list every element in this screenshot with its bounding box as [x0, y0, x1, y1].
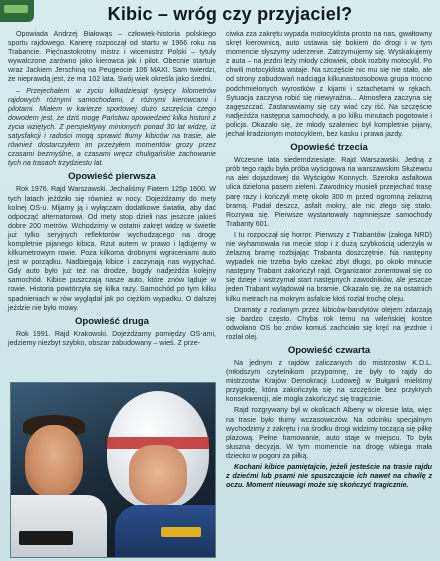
heading-story-3: Opowieść trzecia [290, 142, 368, 154]
heading-story-4: Opowieść czwarta [287, 345, 371, 356]
story-4-paragraph-a: Na jednym z rajdów zaliczanych do mistrzostw K.D.L. (młodszym czytelnikom przypomnę, że były to rajdy do mistrzostw Krajów Demokracji Ludowej) w Bułgarii mieliśmy przygodę, która zakończyła się na szczęście bez przykrych konsekwencji, ale mogła zakończyć się tragicznie. [226, 359, 432, 404]
story-2-continued: ciwka zza zakrętu wypada motocyklista prosto na nas, gwałtowny skręt kierownicą, auto ustawia się bokiem do drogi i w tym momencie słyszymy uderzenie. Zatrzymujemy się. Wyskakujemy z auta – na jezdni leży młody człowiek, obok rozbity motocykl. Po chwili motocyklista wstaje. Na szczęście nic mu się nie stało, ale od strony zabudowań nadciąga kilkunastoosobowa grupa mocno podchmielonych wyrostków z kijami i sztachetami w rękach. Sytuacja zaczyna robić się niewyraźna... Atmosfera zaczyna się zagęszczać. Zastanawiamy się czy wiać czy iść. Na szczęście nadjeżdża następna samochody, a po kilku minutach pogotowie i policja. Okazało się, że młody szaleniec był kompletnie pijany, jechał kradzionym motocyklem, bez kasku i prawa jazdy. [226, 30, 432, 139]
story-2-paragraph: Rok 1991. Rajd Krakowski. Dojeżdżamy pomiędzy OS-ami, jedziemy niezbyt szybko, obszar zabudowany – wieś. Z prze- [8, 329, 216, 347]
sponsor-patch-b [161, 527, 201, 537]
driver-suit [11, 495, 107, 558]
closing-appeal: Kochani kibice pamiętajcie, jeżeli jesteście na trasie rajdu z dziećmi lub psami nie spuszczajcie ich nawet na chwilę z oczu. Moment nieuwagi może się skończyć tragicznie. [226, 463, 432, 490]
story-3-paragraph-c: Dramaty z rozlanym przez kibiców-bandytów olejem zdarzają się bardzo często. Chyba rok temu na wileńskiej kostce odwołano OS bo znów komuś zachciało się kręć na jezdnie i rozlał olej. [226, 305, 432, 341]
logo-mark [4, 5, 28, 13]
story-3-paragraph-b: I tu rozpoczął się horror. Pierwszy z Trabantów (załoga NRD) nie wyhamowała na mecie stop i z dużą szybkością uderzyła w żelazną bramę rozbijając Trabanta doszczętnie. Na następny wypadek nie trzeba było czekać zbyt długo, po około minucie następny Trabant zakończył rajd. Organizator zorientował się co się dzieje i wstrzymał start następnych zawodników, ale jeszcze jeden Trabant wylądował na bramie. Okazało się, że na ostatnich kilku metrach na mokrym asfalcie kłoś rozlał trochę oleju. [226, 230, 432, 303]
story-3-paragraph-a: Wczesne lata siedemdziesiąte. Rajd Warszawski. Jedną z prób tego rajdu była próba wyścigowa na warszawskim Służewcu na alei dojazdowej do Wyścigów Konnych. Szeroka asfaltowa ulica dzielona pasem zieleni. Zawodnicy musieli przejechać trasę parę razy i kończyli metę około 300 m przed ogromną żelazną bramą. Padał deszcz, asfalt mokry, ale nic złego się stało. Rozrywa się. Pierwsze wystartowały najmniejsze samochody Trabanty 601. [226, 156, 432, 228]
magazine-logo [0, 0, 34, 22]
intro-paragraph: Opowiada Andrzej Białowąs – człowiek-historia polskiego sportu rajdowego. Karierę rozpoczął od startu w 1966 roku na Trabancie. Pięćnastokrotny mistrz i wicemistrz Polski – tytuły wywalczone zarówno jako kierowca jak i pilot. Obecnie startuje wraz Jackiem Jerschiną na Peugeocie 106 MAXI. Sam twierdzi, że nieprawdą jest, że ma 102 lata. Swój wiek określa jako średni. [8, 30, 216, 84]
heading-story-2: Opowieść druga [75, 315, 149, 327]
drivers-photo [10, 382, 216, 558]
quote-paragraph: – Przejechałem w życiu kilkadziesiąt tysięcy kilometrów rajdowych różnymi samochodami, z różnymi kierowcami i pilotami. Miałem w karierze sportowej dużo szczęścia czego dowodem jest, że dziś mogę Państwu opowiedzieć kilka historii z życia wziętych. Z perspektywy minionych ponad 30 lat widzę, iż satysfakcji i radości mogą sprawić tłumy kibiców na trasie, ale również dostarczyłem im przeżyłem momentów grozy przez czasami bezmyślne, a czasami wręcz chuligańskie zachowanie tych na trasach trzydziestu lat. [8, 86, 216, 168]
left-column [8, 30, 216, 350]
right-column [226, 30, 432, 492]
article-title: Kibic – wróg czy przyjaciel? [107, 4, 353, 24]
driver-face [25, 425, 83, 497]
story-4-paragraph-b: Rajd rozgrywany był w okolicach Albeny w okresie lata, więc na trasie było tłumy wczasowiczów. Na odcinku specjalnym wychodzimy z zakrętu i na środku drogi widzimy toczącą się piłkę plażową. Pełne hamowanie, auto staje w miejscu. To była słuszna decyzja. W tym momencie na drogę wbiega mała dziecko w pogoni za piłką. [226, 406, 432, 460]
codriver-face [129, 445, 187, 505]
story-1-paragraph: Rok 1976. Rajd Warszawski. Jechaliśmy Fiatem 125p 1600. W tych latach jeździło się również w nocy. Dojeżdżamy do mety kolnej OS-u. Mijamy ją i wyłączam dodatkowe światła, aby dać odpocząć alternatorowi. Od mety stop dzieli nas jeszcze jakieś dobre 200 metrów. Wchodzimy w ostatni zakręt widzę w świetle już tylko seryjnych reflektorów wychodzącego na drogę kompletnie pijanego kibica. Rzut autem w prawo i lądujemy w kilkumetrowym rowie. Poza kilkoma drobnymi wgniceniami auto jest w porządku. Nadbiegają kibice i zaczynają nas wypychać. Gdy auto było już też na drodze, bogdy nadjeżdża kolejny samochód. Kibice puszczają nasze auto, które znów ląduje w rowie. Historia powtórzyła się kilka razy. Samochód po tym kilku spadnieniach w rów wyglądał jak po ciężkim wypadku. O dalszej jeździe nie było mowy. [8, 185, 216, 312]
sponsor-patch [19, 531, 73, 545]
heading-story-1: Opowieść pierwsza [68, 171, 156, 183]
